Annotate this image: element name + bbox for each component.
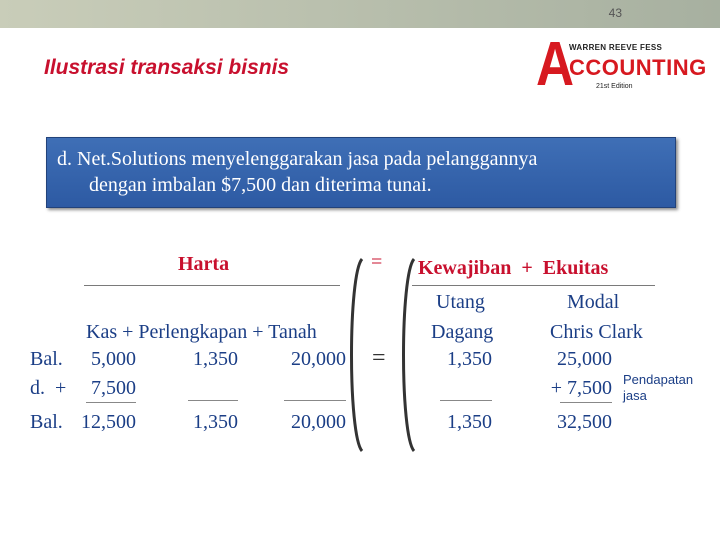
equals-mid: = bbox=[372, 345, 386, 371]
row-label-bal: Bal. bbox=[30, 348, 63, 370]
assets-header-rule bbox=[84, 285, 340, 286]
right-bracket bbox=[392, 255, 422, 455]
assets-header: Harta bbox=[178, 253, 230, 275]
liabilities-header-rule bbox=[412, 285, 655, 286]
assets-columns: Kas + Perlengkapan + Tanah bbox=[86, 321, 317, 343]
cell-kas: 5,000 bbox=[91, 348, 136, 370]
perlengkapan-underline bbox=[188, 400, 238, 401]
slide-title: Ilustrasi transaksi bisnis bbox=[44, 56, 290, 79]
cell-kas: 12,500 bbox=[81, 411, 136, 433]
logo-edition: 21st Edition bbox=[596, 83, 633, 90]
note-line-2: jasa bbox=[623, 388, 647, 403]
row-label-d: d. + bbox=[30, 377, 67, 399]
logo-word: CCOUNTING bbox=[569, 55, 707, 80]
col-utang-2: Dagang bbox=[431, 321, 494, 343]
note-line-1: Pendapatan bbox=[623, 372, 694, 387]
modal-underline bbox=[560, 402, 612, 403]
cell-modal: 32,500 bbox=[557, 411, 612, 433]
cell-utang: 1,350 bbox=[447, 411, 492, 433]
row-label-bal-end: Bal. bbox=[30, 411, 63, 433]
statement-line-2: dengan imbalan $7,500 dan diterima tunai. bbox=[89, 174, 432, 196]
liabilities-equity-header: Kewajiban + Ekuitas bbox=[418, 257, 609, 279]
col-modal-1: Modal bbox=[567, 291, 620, 313]
utang-underline bbox=[440, 400, 492, 401]
transaction-statement bbox=[46, 137, 676, 208]
logo-letter: A bbox=[536, 30, 575, 99]
kas-underline bbox=[86, 402, 136, 403]
statement-line-1: d. Net.Solutions menyelenggarakan jasa pada pelanggannya bbox=[57, 148, 538, 170]
cell-kas: 7,500 bbox=[91, 377, 136, 399]
cell-perlengkapan: 1,350 bbox=[193, 348, 238, 370]
cell-utang: 1,350 bbox=[447, 348, 492, 370]
cell-modal: 25,000 bbox=[557, 348, 612, 370]
col-modal-2: Chris Clark bbox=[550, 321, 643, 343]
cell-modal: + 7,500 bbox=[550, 377, 612, 399]
accounting-logo bbox=[536, 30, 707, 99]
tanah-underline bbox=[284, 400, 346, 401]
cell-tanah: 20,000 bbox=[291, 411, 346, 433]
col-utang-1: Utang bbox=[436, 291, 485, 313]
logo-authors: WARREN REEVE FESS bbox=[569, 43, 663, 52]
page-number: 43 bbox=[608, 6, 622, 20]
cell-perlengkapan: 1,350 bbox=[193, 411, 238, 433]
equals-top: = bbox=[371, 251, 383, 273]
cell-tanah: 20,000 bbox=[291, 348, 346, 370]
